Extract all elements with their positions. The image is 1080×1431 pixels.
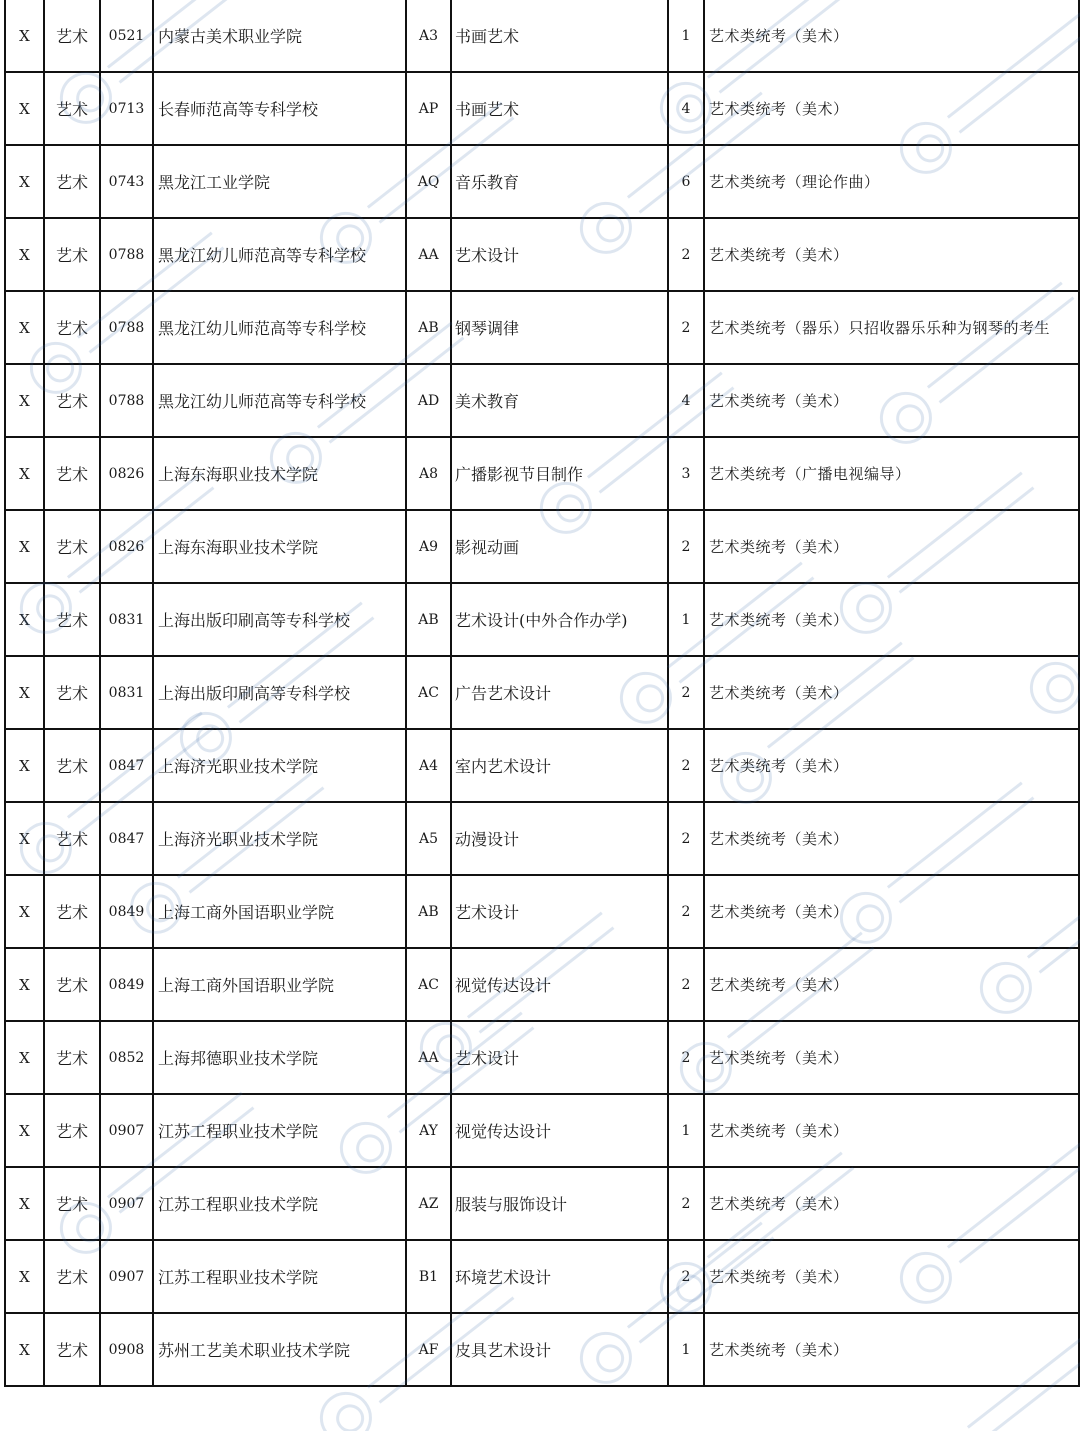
school-name-cell: 长春师范高等专科学校 <box>153 72 406 145</box>
major-code-cell: B1 <box>406 1240 451 1313</box>
major-name-cell: 艺术设计 <box>451 218 668 291</box>
category-cell: 艺术 <box>44 1021 100 1094</box>
plan-count-cell: 2 <box>668 948 704 1021</box>
table-row <box>5 437 1079 510</box>
major-code-cell: AZ <box>406 1167 451 1240</box>
plan-count-cell: 3 <box>668 437 704 510</box>
table-row <box>5 875 1079 948</box>
requirement-cell: 艺术类统考（美术） <box>704 510 1079 583</box>
requirement-cell: 艺术类统考（理论作曲） <box>704 145 1079 218</box>
batch-cell: X <box>5 510 44 583</box>
batch-cell: X <box>5 364 44 437</box>
batch-cell: X <box>5 437 44 510</box>
requirement-cell: 艺术类统考（广播电视编导） <box>704 437 1079 510</box>
school-code-cell: 0831 <box>100 656 153 729</box>
major-code-cell: A5 <box>406 802 451 875</box>
plan-count-cell: 2 <box>668 1240 704 1313</box>
school-code-cell: 0847 <box>100 729 153 802</box>
requirement-cell: 艺术类统考（美术） <box>704 802 1079 875</box>
category-cell: 艺术 <box>44 656 100 729</box>
requirement-cell: 艺术类统考（美术） <box>704 218 1079 291</box>
category-cell: 艺术 <box>44 1094 100 1167</box>
table-row <box>5 510 1079 583</box>
requirement-cell: 艺术类统考（美术） <box>704 364 1079 437</box>
major-code-cell: AC <box>406 656 451 729</box>
admission-plan-sheet <box>4 0 1078 1429</box>
table-row <box>5 948 1079 1021</box>
batch-cell: X <box>5 291 44 364</box>
requirement-cell: 艺术类统考（美术） <box>704 948 1079 1021</box>
major-name-cell: 视觉传达设计 <box>451 948 668 1021</box>
table-row <box>5 291 1079 364</box>
school-name-cell: 上海济光职业技术学院 <box>153 729 406 802</box>
batch-cell: X <box>5 1021 44 1094</box>
category-cell: 艺术 <box>44 0 100 72</box>
major-code-cell: AA <box>406 1021 451 1094</box>
school-name-cell: 江苏工程职业技术学院 <box>153 1167 406 1240</box>
plan-count-cell: 1 <box>668 0 704 72</box>
batch-cell: X <box>5 145 44 218</box>
requirement-cell: 艺术类统考（美术） <box>704 1240 1079 1313</box>
batch-cell: X <box>5 72 44 145</box>
major-name-cell: 广播影视节目制作 <box>451 437 668 510</box>
batch-cell: X <box>5 0 44 72</box>
school-code-cell: 0713 <box>100 72 153 145</box>
school-name-cell: 黑龙江幼儿师范高等专科学校 <box>153 364 406 437</box>
category-cell: 艺术 <box>44 583 100 656</box>
table-row <box>5 218 1079 291</box>
school-name-cell: 黑龙江幼儿师范高等专科学校 <box>153 218 406 291</box>
table-row <box>5 364 1079 437</box>
major-name-cell: 服装与服饰设计 <box>451 1167 668 1240</box>
requirement-cell: 艺术类统考（美术） <box>704 729 1079 802</box>
category-cell: 艺术 <box>44 802 100 875</box>
category-cell: 艺术 <box>44 364 100 437</box>
school-code-cell: 0907 <box>100 1167 153 1240</box>
requirement-cell: 艺术类统考（美术） <box>704 875 1079 948</box>
category-cell: 艺术 <box>44 875 100 948</box>
plan-count-cell: 1 <box>668 1313 704 1386</box>
plan-count-cell: 2 <box>668 729 704 802</box>
plan-count-cell: 2 <box>668 656 704 729</box>
major-code-cell: AY <box>406 1094 451 1167</box>
plan-count-cell: 4 <box>668 72 704 145</box>
school-code-cell: 0831 <box>100 583 153 656</box>
category-cell: 艺术 <box>44 1167 100 1240</box>
school-name-cell: 上海出版印刷高等专科学校 <box>153 656 406 729</box>
major-code-cell: AA <box>406 218 451 291</box>
category-cell: 艺术 <box>44 291 100 364</box>
category-cell: 艺术 <box>44 510 100 583</box>
major-name-cell: 艺术设计 <box>451 875 668 948</box>
major-code-cell: A4 <box>406 729 451 802</box>
school-code-cell: 0907 <box>100 1094 153 1167</box>
requirement-cell: 艺术类统考（美术） <box>704 72 1079 145</box>
plan-count-cell: 1 <box>668 1094 704 1167</box>
school-name-cell: 苏州工艺美术职业技术学院 <box>153 1313 406 1386</box>
batch-cell: X <box>5 1167 44 1240</box>
major-code-cell: AB <box>406 583 451 656</box>
school-code-cell: 0521 <box>100 0 153 72</box>
school-code-cell: 0743 <box>100 145 153 218</box>
table-body <box>5 0 1079 1386</box>
batch-cell: X <box>5 656 44 729</box>
major-name-cell: 环境艺术设计 <box>451 1240 668 1313</box>
table-row <box>5 1021 1079 1094</box>
plan-count-cell: 2 <box>668 802 704 875</box>
major-code-cell: AF <box>406 1313 451 1386</box>
school-code-cell: 0788 <box>100 291 153 364</box>
category-cell: 艺术 <box>44 437 100 510</box>
requirement-cell: 艺术类统考（美术） <box>704 1167 1079 1240</box>
table-row <box>5 1094 1079 1167</box>
school-name-cell: 内蒙古美术职业学院 <box>153 0 406 72</box>
school-code-cell: 0852 <box>100 1021 153 1094</box>
major-code-cell: A9 <box>406 510 451 583</box>
school-name-cell: 上海工商外国语职业学院 <box>153 948 406 1021</box>
plan-count-cell: 4 <box>668 364 704 437</box>
category-cell: 艺术 <box>44 218 100 291</box>
category-cell: 艺术 <box>44 1313 100 1386</box>
category-cell: 艺术 <box>44 145 100 218</box>
plan-count-cell: 2 <box>668 218 704 291</box>
major-code-cell: AQ <box>406 145 451 218</box>
requirement-cell: 艺术类统考（美术） <box>704 1021 1079 1094</box>
batch-cell: X <box>5 802 44 875</box>
batch-cell: X <box>5 948 44 1021</box>
requirement-cell: 艺术类统考（美术） <box>704 0 1079 72</box>
school-name-cell: 上海济光职业技术学院 <box>153 802 406 875</box>
major-name-cell: 音乐教育 <box>451 145 668 218</box>
batch-cell: X <box>5 1313 44 1386</box>
school-name-cell: 上海工商外国语职业学院 <box>153 875 406 948</box>
table-row <box>5 1240 1079 1313</box>
school-name-cell: 黑龙江工业学院 <box>153 145 406 218</box>
table-row <box>5 145 1079 218</box>
major-name-cell: 影视动画 <box>451 510 668 583</box>
major-name-cell: 美术教育 <box>451 364 668 437</box>
school-name-cell: 黑龙江幼儿师范高等专科学校 <box>153 291 406 364</box>
school-code-cell: 0907 <box>100 1240 153 1313</box>
major-code-cell: AC <box>406 948 451 1021</box>
batch-cell: X <box>5 729 44 802</box>
school-name-cell: 上海东海职业技术学院 <box>153 510 406 583</box>
major-name-cell: 动漫设计 <box>451 802 668 875</box>
plan-count-cell: 2 <box>668 510 704 583</box>
school-name-cell: 江苏工程职业技术学院 <box>153 1094 406 1167</box>
school-code-cell: 0849 <box>100 948 153 1021</box>
requirement-cell: 艺术类统考（美术） <box>704 656 1079 729</box>
plan-count-cell: 6 <box>668 145 704 218</box>
batch-cell: X <box>5 218 44 291</box>
requirement-cell: 艺术类统考（美术） <box>704 583 1079 656</box>
major-code-cell: A3 <box>406 0 451 72</box>
major-name-cell: 书画艺术 <box>451 72 668 145</box>
requirement-cell: 艺术类统考（美术） <box>704 1094 1079 1167</box>
table-row <box>5 656 1079 729</box>
school-name-cell: 上海邦德职业技术学院 <box>153 1021 406 1094</box>
table-row <box>5 1313 1079 1386</box>
plan-count-cell: 1 <box>668 583 704 656</box>
major-code-cell: AB <box>406 875 451 948</box>
category-cell: 艺术 <box>44 1240 100 1313</box>
category-cell: 艺术 <box>44 729 100 802</box>
category-cell: 艺术 <box>44 948 100 1021</box>
school-name-cell: 上海东海职业技术学院 <box>153 437 406 510</box>
major-code-cell: A8 <box>406 437 451 510</box>
requirement-cell: 艺术类统考（器乐）只招收器乐乐种为钢琴的考生 <box>704 291 1079 364</box>
school-code-cell: 0826 <box>100 510 153 583</box>
table-row <box>5 583 1079 656</box>
table-row <box>5 1167 1079 1240</box>
major-code-cell: AB <box>406 291 451 364</box>
school-code-cell: 0788 <box>100 218 153 291</box>
admission-plan-table <box>4 0 1080 1387</box>
major-name-cell: 视觉传达设计 <box>451 1094 668 1167</box>
batch-cell: X <box>5 1094 44 1167</box>
table-row <box>5 729 1079 802</box>
school-code-cell: 0826 <box>100 437 153 510</box>
batch-cell: X <box>5 583 44 656</box>
school-code-cell: 0908 <box>100 1313 153 1386</box>
category-cell: 艺术 <box>44 72 100 145</box>
requirement-cell: 艺术类统考（美术） <box>704 1313 1079 1386</box>
school-code-cell: 0847 <box>100 802 153 875</box>
major-name-cell: 钢琴调律 <box>451 291 668 364</box>
major-name-cell: 皮具艺术设计 <box>451 1313 668 1386</box>
school-code-cell: 0788 <box>100 364 153 437</box>
table-row <box>5 72 1079 145</box>
plan-count-cell: 2 <box>668 1021 704 1094</box>
school-code-cell: 0849 <box>100 875 153 948</box>
major-name-cell: 广告艺术设计 <box>451 656 668 729</box>
major-name-cell: 室内艺术设计 <box>451 729 668 802</box>
major-name-cell: 书画艺术 <box>451 0 668 72</box>
major-name-cell: 艺术设计(中外合作办学) <box>451 583 668 656</box>
school-name-cell: 江苏工程职业技术学院 <box>153 1240 406 1313</box>
major-code-cell: AP <box>406 72 451 145</box>
plan-count-cell: 2 <box>668 291 704 364</box>
table-row <box>5 0 1079 72</box>
table-row <box>5 802 1079 875</box>
batch-cell: X <box>5 1240 44 1313</box>
major-code-cell: AD <box>406 364 451 437</box>
plan-count-cell: 2 <box>668 875 704 948</box>
major-name-cell: 艺术设计 <box>451 1021 668 1094</box>
batch-cell: X <box>5 875 44 948</box>
school-name-cell: 上海出版印刷高等专科学校 <box>153 583 406 656</box>
plan-count-cell: 2 <box>668 1167 704 1240</box>
